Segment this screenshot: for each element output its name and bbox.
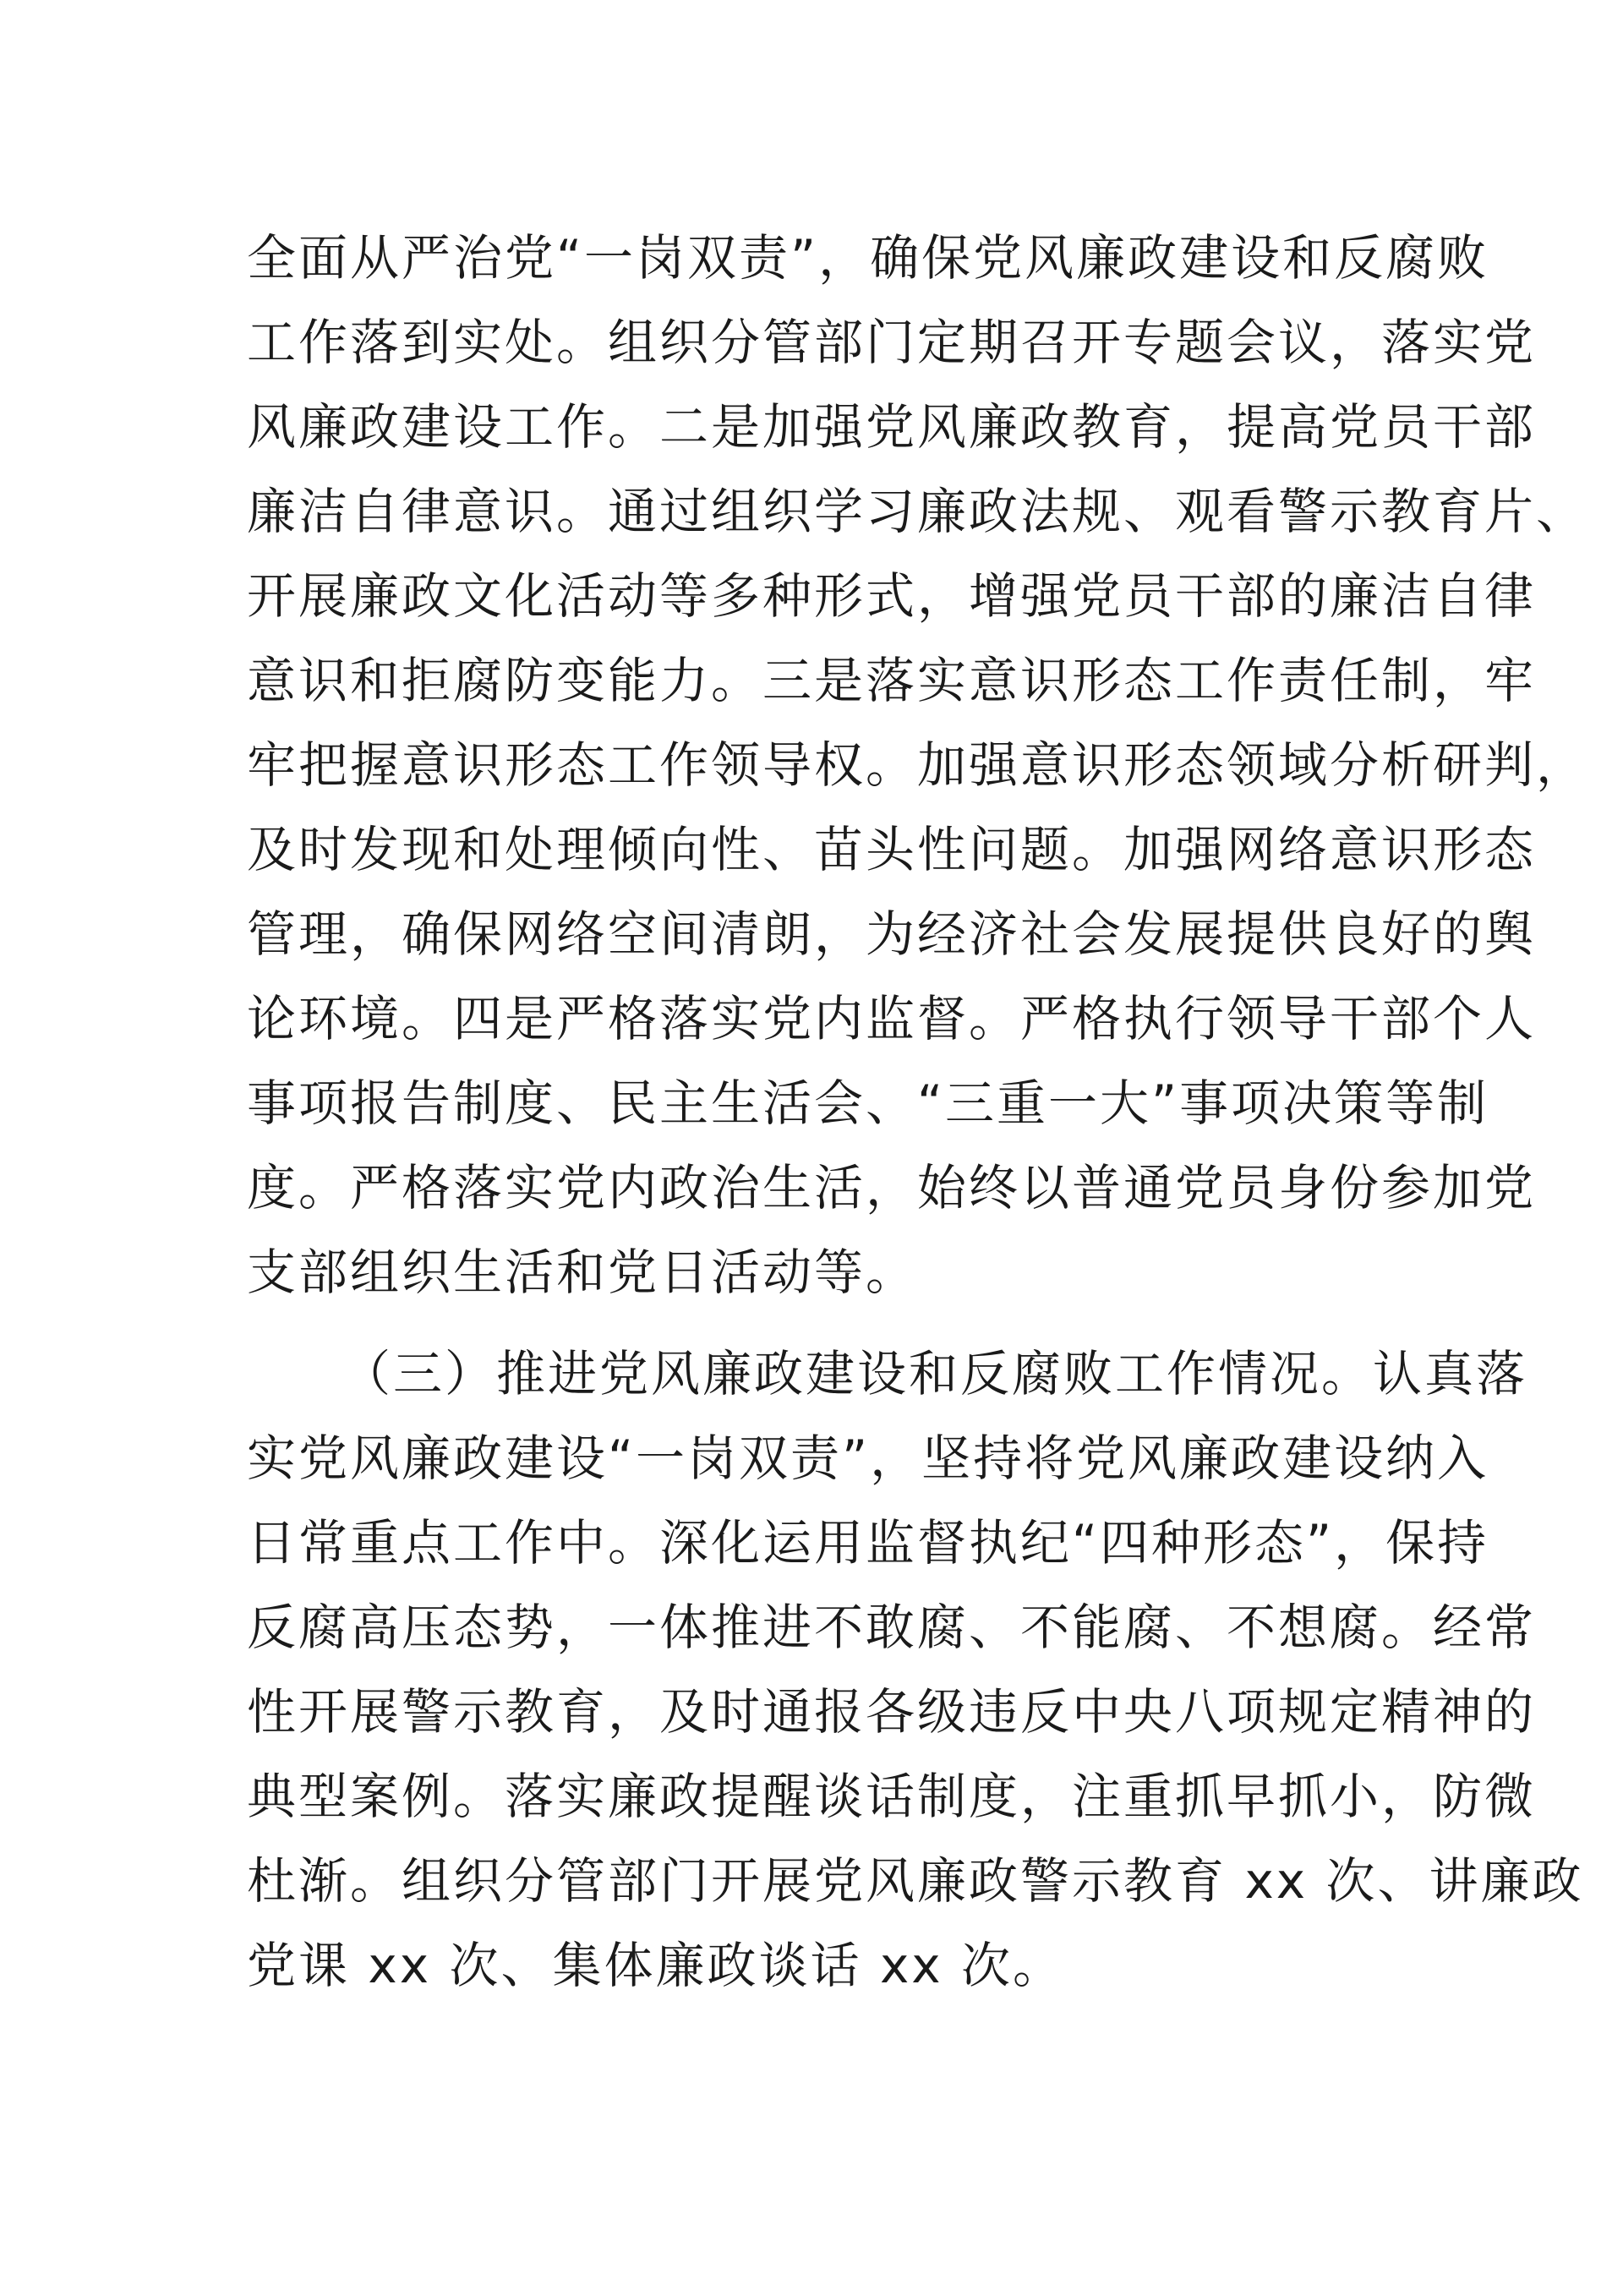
paragraph-line: 论环境。四是严格落实党内监督。严格执行领导干部个人 [247,990,1537,1047]
paragraph-line: 开展廉政文化活动等多种形式，增强党员干部的廉洁自律 [247,567,1537,625]
paragraph-line: 支部组织生活和党日活动等。 [247,1244,918,1301]
paragraph-line: （三）推进党风廉政建设和反腐败工作情况。认真落 [342,1345,1528,1402]
paragraph-line: 杜渐。组织分管部门开展党风廉政警示教育 xx 次、讲廉政 [247,1852,1584,1910]
paragraph-line: 实党风廉政建设“一岗双责”，坚持将党风廉政建设纳入 [247,1430,1489,1487]
paragraph-line: 典型案例。落实廉政提醒谈话制度，注重抓早抓小，防微 [247,1768,1537,1825]
paragraph-line: 及时发现和处理倾向性、苗头性问题。加强网络意识形态 [247,821,1537,878]
paragraph-line: 党课 xx 次、集体廉政谈话 xx 次。 [247,1937,1065,1994]
paragraph-line: 事项报告制度、民主生活会、“三重一大”事项决策等制 [247,1074,1489,1132]
paragraph-line: 日常重点工作中。深化运用监督执纪“四种形态”，保持 [247,1514,1489,1572]
paragraph-line: 风廉政建设工作。二是加强党风廉政教育，提高党员干部 [247,398,1537,456]
paragraph-line: 意识和拒腐防变能力。三是落实意识形态工作责任制，牢 [247,652,1537,709]
paragraph-line: 管理，确保网络空间清朗，为经济社会发展提供良好的舆 [247,905,1537,963]
paragraph-line: 牢把握意识形态工作领导权。加强意识形态领域分析研判， [247,736,1588,794]
paragraph-2 [247,1340,1584,2016]
paragraph-line: 全面从严治党“一岗双责”，确保党风廉政建设和反腐败 [247,229,1489,287]
paragraph-line: 度。严格落实党内政治生活，始终以普通党员身份参加党 [247,1159,1537,1216]
paragraph-1 [247,224,1588,1301]
paragraph-line: 廉洁自律意识。通过组织学习廉政法规、观看警示教育片、 [247,483,1588,540]
paragraph-line: 反腐高压态势，一体推进不敢腐、不能腐、不想腐。经常 [247,1599,1537,1656]
paragraph-line: 性开展警示教育，及时通报各级违反中央八项规定精神的 [247,1683,1537,1741]
paragraph-line: 工作落到实处。组织分管部门定期召开专题会议，落实党 [247,314,1537,371]
